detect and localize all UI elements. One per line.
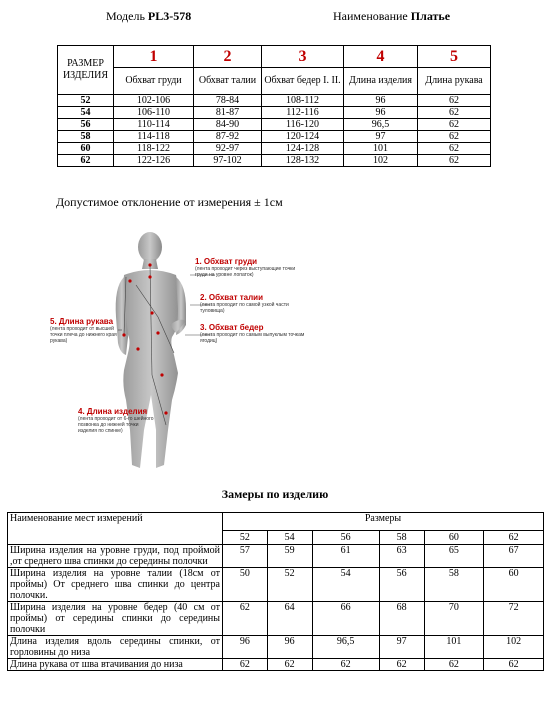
table-row	[8, 659, 544, 671]
column-number: 4	[344, 46, 418, 68]
table-row	[8, 545, 544, 568]
table-cell: 84-90	[194, 119, 262, 131]
table-cell: 62	[418, 95, 491, 107]
model-label: Модель	[106, 9, 148, 23]
table-row	[58, 107, 491, 119]
measurement-name: Ширина изделия на уровне талии (18см от проймы) От среднего шва спинки до центра полочки.	[8, 568, 223, 602]
table-cell: 78-84	[194, 95, 262, 107]
model-value: PL3-578	[147, 9, 192, 23]
measurements-table	[7, 512, 544, 671]
table-row	[58, 119, 491, 131]
size-cell: 56	[58, 119, 114, 131]
column-header: Длина рукава	[418, 68, 491, 95]
table-cell: 57	[223, 545, 268, 568]
table-cell: 106-110	[114, 107, 194, 119]
sizes-header: Размеры	[223, 513, 544, 531]
size-cell: 54	[58, 107, 114, 119]
annotation-length	[78, 407, 158, 434]
table-cell: 54	[312, 568, 379, 602]
table-cell: 116-120	[262, 119, 344, 131]
table-cell: 96	[267, 636, 312, 659]
table-cell: 120-124	[262, 131, 344, 143]
table-cell: 52	[267, 568, 312, 602]
table-cell: 62	[418, 107, 491, 119]
table-cell: 97-102	[194, 155, 262, 167]
size-cell: 58	[58, 131, 114, 143]
table-cell: 92-97	[194, 143, 262, 155]
table-cell: 62	[312, 659, 379, 671]
annotation-note: (лента проходит по самым выпуклым точкам ягодиц)	[200, 332, 305, 344]
table-cell: 118-122	[114, 143, 194, 155]
table-cell: 65	[424, 545, 484, 568]
table-row	[8, 636, 544, 659]
column-number: 1	[114, 46, 194, 68]
annotation-note: (лента проходит по самой узкой части туловища)	[200, 302, 289, 314]
table-cell: 62	[484, 659, 544, 671]
table-cell: 96	[344, 107, 418, 119]
annotation-title: 5. Длина рукава	[50, 317, 114, 326]
size-column-header: 62	[484, 531, 544, 545]
measurement-name: Длина изделия вдоль середины спинки, от горловины до низа	[8, 636, 223, 659]
annotation-hips	[200, 323, 310, 344]
table-cell: 64	[267, 602, 312, 636]
measurement-name: Ширина изделия на уровне бедер (40 см от проймы) от середины спинки до середины полочки	[8, 602, 223, 636]
product-heading	[333, 9, 450, 24]
table-cell: 112-116	[262, 107, 344, 119]
table-cell: 101	[424, 636, 484, 659]
table-cell: 62	[424, 659, 484, 671]
tolerance-note: Допустимое отклонение от измерения ± 1см	[56, 195, 283, 209]
table-cell: 62	[418, 131, 491, 143]
table-cell: 102	[344, 155, 418, 167]
product-value: Платье	[410, 9, 451, 23]
table-cell: 96,5	[344, 119, 418, 131]
table-row	[58, 143, 491, 155]
annotation-title: 2. Обхват талии	[200, 293, 263, 302]
measurements-title: Замеры по изделию	[221, 487, 329, 501]
table-row	[58, 95, 491, 107]
column-header: Обхват бедер I. II.	[262, 68, 344, 95]
table-row	[8, 568, 544, 602]
annotation-chest	[195, 257, 305, 278]
table-cell: 62	[379, 659, 424, 671]
table-cell: 102-106	[114, 95, 194, 107]
table-cell: 72	[484, 602, 544, 636]
annotation-note: (лента проходит через выступающие точки груди на уровне лопаток)	[195, 266, 296, 278]
table-cell: 50	[223, 568, 268, 602]
table-cell: 62	[267, 659, 312, 671]
table-cell: 97	[379, 636, 424, 659]
model-heading	[106, 9, 191, 24]
size-column-header: 52	[223, 531, 268, 545]
size-cell: 52	[58, 95, 114, 107]
size-column-header: 54	[267, 531, 312, 545]
table-cell: 81-87	[194, 107, 262, 119]
table-cell: 63	[379, 545, 424, 568]
annotation-note: (лента проходит от высшей точки плеча до нижнего края рукава)	[50, 326, 117, 344]
measurement-name: Ширина изделия на уровне груди, под проймой ,от среднего шва спинки до середины полочки	[8, 545, 223, 568]
table-cell: 96	[223, 636, 268, 659]
table-cell: 87-92	[194, 131, 262, 143]
table-cell: 56	[379, 568, 424, 602]
table-cell: 62	[223, 602, 268, 636]
column-header: Длина изделия	[344, 68, 418, 95]
measurement-name: Длина рукава от шва втачивания до низа	[8, 659, 223, 671]
table-row	[58, 155, 491, 167]
product-label: Наименование	[333, 9, 411, 23]
measurement-name-header: Наименование мест измерений	[8, 513, 223, 545]
table-cell: 61	[312, 545, 379, 568]
table-cell: 59	[267, 545, 312, 568]
table-cell: 62	[418, 143, 491, 155]
column-number: 2	[194, 46, 262, 68]
annotation-waist	[200, 293, 310, 314]
size-column-header: 58	[379, 531, 424, 545]
table-row	[8, 602, 544, 636]
size-column-header: 56	[312, 531, 379, 545]
size-cell: 60	[58, 143, 114, 155]
table-cell: 62	[418, 119, 491, 131]
column-number: 3	[262, 46, 344, 68]
table-cell: 110-114	[114, 119, 194, 131]
column-number: 5	[418, 46, 491, 68]
table-cell: 70	[424, 602, 484, 636]
table-cell: 62	[223, 659, 268, 671]
size-chart-table	[57, 45, 491, 167]
column-header: Обхват груди	[114, 68, 194, 95]
table-cell: 102	[484, 636, 544, 659]
table-cell: 108-112	[262, 95, 344, 107]
annotation-title: 4. Длина изделия	[78, 407, 148, 416]
table-cell: 58	[424, 568, 484, 602]
table-cell: 60	[484, 568, 544, 602]
table-cell: 122-126	[114, 155, 194, 167]
table-row	[58, 131, 491, 143]
table-cell: 67	[484, 545, 544, 568]
table-cell: 96,5	[312, 636, 379, 659]
table-cell: 97	[344, 131, 418, 143]
size-cell: 62	[58, 155, 114, 167]
size-header: РАЗМЕР ИЗДЕЛИЯ	[58, 46, 114, 95]
annotation-note: (лента проходит от 6-го шейного позвонка до нижней точки изделия по спинке)	[78, 416, 154, 434]
table-cell: 114-118	[114, 131, 194, 143]
size-column-header: 60	[424, 531, 484, 545]
table-cell: 96	[344, 95, 418, 107]
table-cell: 124-128	[262, 143, 344, 155]
measurement-figure	[40, 225, 340, 480]
annotation-title: 1. Обхват груди	[195, 257, 258, 266]
column-header: Обхват талии	[194, 68, 262, 95]
table-cell: 128-132	[262, 155, 344, 167]
table-cell: 101	[344, 143, 418, 155]
annotation-sleeve	[50, 317, 120, 344]
table-cell: 62	[418, 155, 491, 167]
table-cell: 66	[312, 602, 379, 636]
annotation-title: 3. Обхват бедер	[200, 323, 264, 332]
table-cell: 68	[379, 602, 424, 636]
